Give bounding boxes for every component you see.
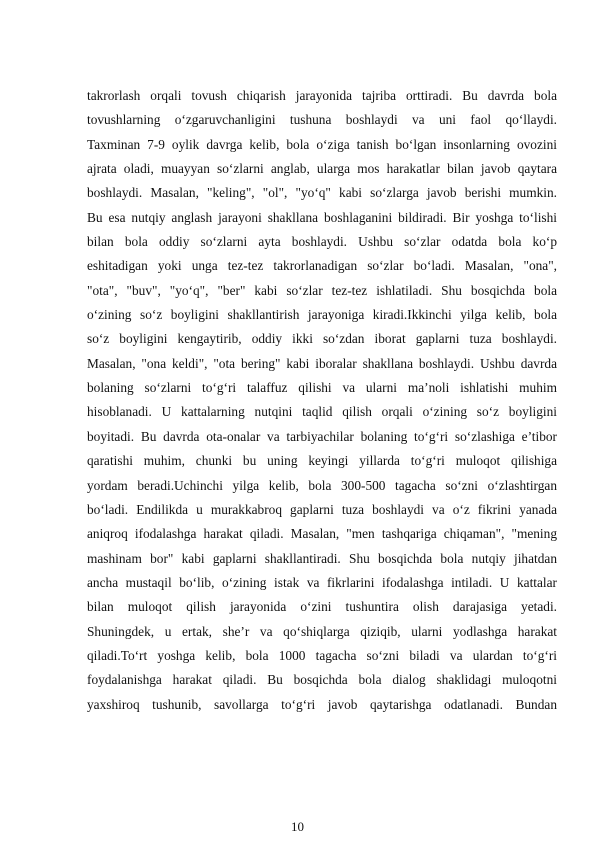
text-line: foydalanishga harakat qiladi. Bu bosqichda bola dialog shaklidagi muloqotni [87, 672, 557, 688]
text-line: Masalan, "ona keldi", "ota bering" kabi iboralar shakllana boshlaydi. Ushbu davrda [87, 355, 557, 371]
text-line: eshitadigan yoki unga tez-tez takrorlanadigan so‘zlar bo‘ladi. Masalan, "ona", [87, 258, 557, 274]
text-line: "ota", "buv", "yo‘q", "ber" kabi so‘zlar tez-tez ishlatiladi. Shu bosqichda bola [87, 282, 557, 298]
text-line: tovushlarning o‘zgaruvchanligini tushuna boshlaydi va uni faol qo‘llaydi. [87, 112, 557, 128]
text-line: boyitadi. Bu davrda ota-onalar va tarbiyachilar bolaning to‘g‘ri so‘zlashiga e’tibor [87, 428, 557, 444]
text-line: takrorlash orqali tovush chiqarish jarayonida tajriba orttiradi. Bu davrda bola [87, 88, 557, 103]
text-line: yaxshiroq tushunib, savollarga to‘g‘ri javob qaytarishga odatlanadi. Bundan [87, 696, 557, 712]
text-line: o‘zining so‘z boyligini shakllantirish jarayoniga kiradi.Ikkinchi yilga kelib, bola [87, 307, 557, 323]
text-line: qaratishi muhim, chunki bu uning keyingi yillarda to‘g‘ri muloqot qilishiga [87, 453, 557, 469]
text-line: boshlaydi. Masalan, "keling", "ol", "yo‘q" kabi so‘zlarga javob berishi mumkin. [87, 185, 557, 201]
text-line: yordam beradi.Uchinchi yilga kelib, bola 300-500 tagacha so‘zni o‘zlashtirgan [87, 477, 557, 493]
text-line: bolaning so‘zlarni to‘g‘ri talaffuz qilishi va ularni ma’noli ishlatishi muhim [87, 380, 557, 396]
text-line: mashinam bor" kabi gaplarni shakllantiradi. Shu bosqichda bola nutqiy jihatdan [87, 550, 557, 566]
text-line: Shuningdek, u ertak, she’r va qo‘shiqlarga qiziqib, ularni yodlashga harakat [87, 623, 557, 639]
text-line: bilan bola oddiy so‘zlarni ayta boshlaydi. Ushbu so‘zlar odatda bola ko‘p [87, 234, 557, 250]
text-line: Taxminan 7-9 oylik davrga kelib, bola o‘ziga tanish bo‘lgan insonlarning ovozini [87, 136, 557, 152]
text-line: bilan muloqot qilish jarayonida o‘zini tushuntira olish darajasiga yetadi. [87, 599, 557, 615]
body-text [87, 84, 557, 717]
text-line: qiladi.To‘rt yoshga kelib, bola 1000 tagacha so‘zni biladi va ulardan to‘g‘ri [87, 647, 557, 663]
text-line: aniqroq ifodalashga harakat qiladi. Masalan, "men tashqariga chiqaman", "mening [87, 526, 557, 542]
text-line: so‘z boyligini kengaytirib, oddiy ikki so‘zdan iborat gaplarni tuza boshlaydi. [87, 331, 557, 347]
page-number: 10 [291, 819, 304, 834]
text-line: Bu esa nutqiy anglash jarayoni shakllana boshlaganini bildiradi. Bir yoshga to‘lishi [87, 209, 557, 225]
text-line: ajrata oladi, muayyan so‘zlarni anglab, ularga mos harakatlar bilan javob qaytara [87, 161, 557, 177]
text-line: ancha mustaqil bo‘lib, o‘zining istak va fikrlarini ifodalashga intiladi. U kattalar [87, 574, 557, 590]
text-line: hisoblanadi. U kattalarning nutqini taqlid qilish orqali o‘zining so‘z boyligini [87, 404, 557, 420]
text-line: bo‘ladi. Endilikda u murakkabroq gaplarni tuza boshlaydi va o‘z fikrini yanada [87, 501, 557, 517]
